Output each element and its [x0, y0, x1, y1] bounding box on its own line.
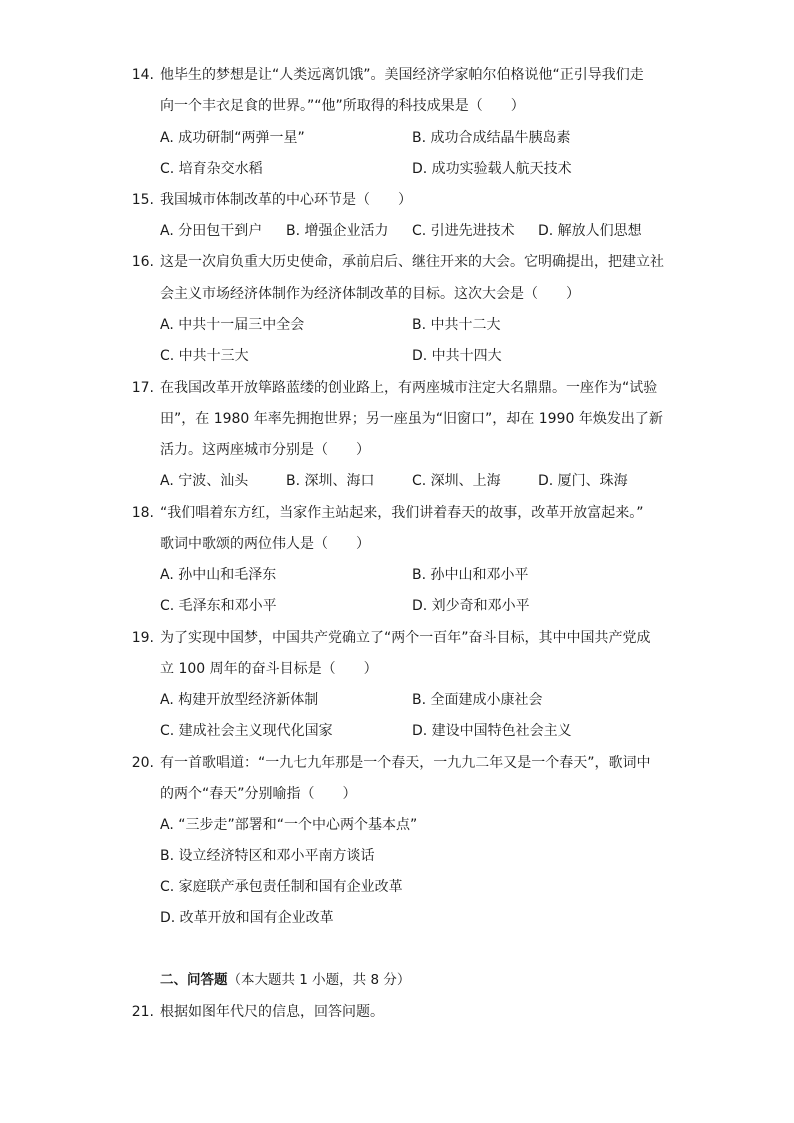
question-stem-line: 他毕生的梦想是让“人类远离饥饿”。美国经济学家帕尔伯格说他“正引导我们走 — [160, 67, 644, 83]
question-number: 18. — [131, 505, 154, 521]
question-number: 14. — [131, 67, 154, 83]
question-stem-line: 有一首歌唱道：“一九七九年那是一个春天，一九九二年又是一个春天”，歌词中 — [160, 755, 651, 771]
option-d: D. 中共十四大 — [412, 348, 502, 364]
question-stem-line: 根据如图年代尺的信息，回答问题。 — [160, 1004, 384, 1020]
option-c: C. 毛泽东和邓小平 — [160, 598, 277, 614]
option-b: B. 成功合成结晶牛胰岛素 — [412, 130, 571, 146]
question-stem-line: 在我国改革开放筚路蓝缕的创业路上，有两座城市注定大名鼎鼎。一座作为“试验 — [160, 380, 658, 396]
option-d: D. 厦门、珠海 — [538, 473, 628, 489]
question-number: 19. — [131, 630, 154, 646]
question-stem-line: 会主义市场经济体制作为经济体制改革的目标。这次大会是（ ） — [160, 286, 580, 302]
option-b: B. 孙中山和邓小平 — [412, 567, 529, 583]
section-header — [160, 970, 410, 990]
question-number: 16. — [131, 254, 154, 270]
question-stem-line: 的两个“春天”分别喻指（ ） — [160, 786, 357, 802]
option-d: D. 解放人们思想 — [538, 223, 642, 239]
question-number: 20. — [131, 755, 154, 771]
question-stem-line: “我们唱着东方红，当家作主站起来，我们讲着春天的故事，改革开放富起来。” — [160, 505, 644, 521]
option-d: D. 刘少奇和邓小平 — [412, 598, 530, 614]
option-b: B. 全面建成小康社会 — [412, 692, 543, 708]
option-d: D. 成功实验载人航天技术 — [412, 161, 572, 177]
option-b: B. 增强企业活力 — [286, 223, 389, 239]
option-c: C. 培育杂交水稻 — [160, 161, 263, 177]
option-a: A. 构建开放型经济新体制 — [160, 692, 319, 708]
option-a: A. 宁波、汕头 — [160, 473, 249, 489]
question-stem-line: 立 100 周年的奋斗目标是（ ） — [160, 661, 378, 677]
option-b: B. 设立经济特区和邓小平南方谈话 — [160, 848, 375, 864]
question-stem-line: 为了实现中国梦，中国共产党确立了“两个一百年”奋斗目标，其中中国共产党成 — [160, 630, 651, 646]
option-a: A. 中共十一届三中全会 — [160, 317, 305, 333]
question-stem-line: 我国城市体制改革的中心环节是（ ） — [160, 192, 412, 208]
option-a: A. 孙中山和毛泽东 — [160, 567, 277, 583]
question-number: 15. — [131, 192, 154, 208]
option-d: D. 改革开放和国有企业改革 — [160, 910, 334, 926]
option-b: B. 深圳、海口 — [286, 473, 375, 489]
option-a: A. 成功研制“两弹一星” — [160, 130, 305, 146]
question-stem-line: 歌词中歌颂的两位伟人是（ ） — [160, 536, 370, 552]
option-c: C. 深圳、上海 — [412, 473, 501, 489]
question-stem-line: 活力。这两座城市分别是（ ） — [160, 442, 370, 458]
question-stem-line: 这是一次肩负重大历史使命，承前启后、继往开来的大会。它明确提出，把建立社 — [160, 254, 664, 270]
question-stem-line: 向一个丰衣足食的世界。”“他”所取得的科技成果是（ ） — [160, 98, 525, 114]
question-number: 21. — [131, 1004, 154, 1020]
option-a: A. 分田包干到户 — [160, 223, 263, 239]
option-c: C. 家庭联产承包责任制和国有企业改革 — [160, 879, 403, 895]
option-b: B. 中共十二大 — [412, 317, 501, 333]
option-d: D. 建设中国特色社会主义 — [412, 723, 572, 739]
option-a: A. “三步走”部署和“一个中心两个基本点” — [160, 817, 418, 833]
question-number: 17. — [131, 380, 154, 396]
section-title: 二、问答题 — [160, 972, 228, 988]
option-c: C. 建成社会主义现代化国家 — [160, 723, 333, 739]
section-note: （本大题共 1 小题，共 8 分） — [227, 972, 411, 988]
option-c: C. 引进先进技术 — [412, 223, 515, 239]
question-stem-line: 田”，在 1980 年率先拥抱世界；另一座虽为“旧窗口”，却在 1990 年焕发出了新 — [160, 411, 663, 427]
option-c: C. 中共十三大 — [160, 348, 249, 364]
